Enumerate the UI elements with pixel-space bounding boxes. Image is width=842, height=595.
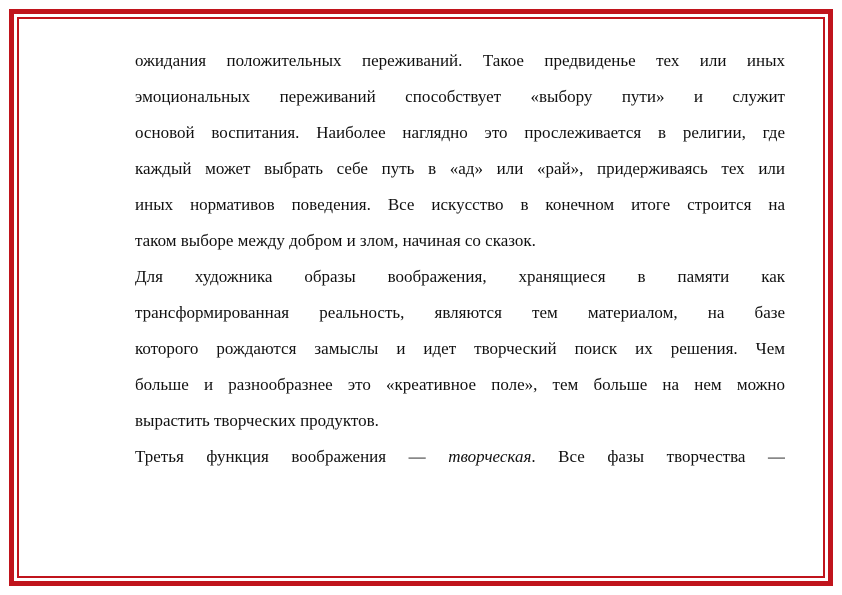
text-line: ожидания положительных переживаний. Такое предвиденье тех или иных: [135, 51, 785, 70]
italic-term: творческая: [448, 447, 532, 466]
text-line: Для художника образы воображения, хранящиеся в памяти как: [135, 267, 785, 286]
text-line: таком выборе между добром и злом, начиная со сказок.: [135, 231, 536, 250]
text-line: вырастить творческих продуктов.: [135, 411, 379, 430]
last-text-line: [135, 439, 785, 475]
text-line: больше и разнообразнее это «креативное поле», тем больше на нем можно: [135, 375, 785, 394]
text-line: трансформированная реальность, являются тем материалом, на базе: [135, 303, 785, 322]
body-text: [135, 43, 785, 475]
last-line-end: . Все фазы творчества —: [531, 447, 785, 466]
text-line: каждый может выбрать себе путь в «ад» или «рай», придерживаясь тех или: [135, 159, 785, 178]
text-line: эмоциональных переживаний способствует «выбору пути» и служит: [135, 87, 785, 106]
text-line: иных нормативов поведения. Все искусство в конечном итоге строится на: [135, 195, 785, 214]
last-line-start: Третья функция воображения —: [135, 447, 449, 466]
text-line: которого рождаются замыслы и идет творческий поиск их решения. Чем: [135, 339, 785, 358]
text-line: основой воспитания. Наиболее наглядно это прослеживается в религии, где: [135, 123, 785, 142]
